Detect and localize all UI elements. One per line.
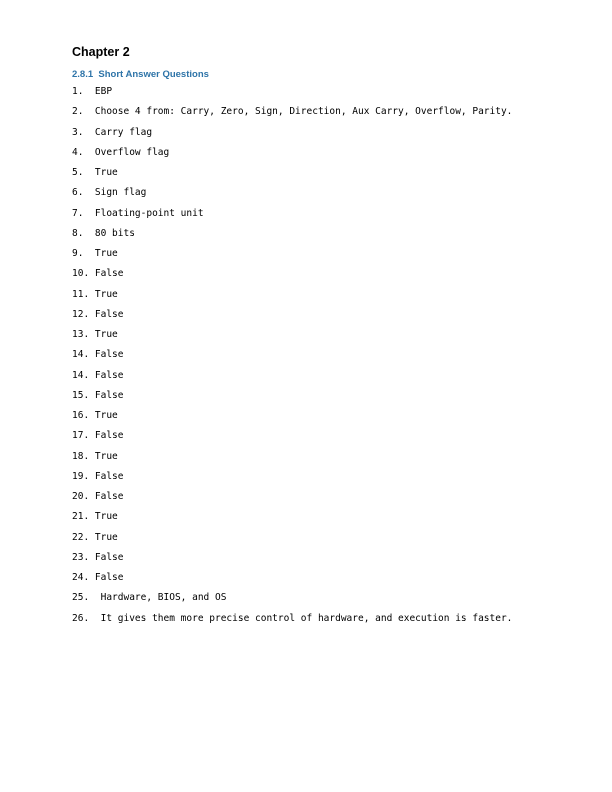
answer-item: 17. False <box>72 430 124 442</box>
answer-item: 26. It gives them more precise control of hardware, and execution is faster. <box>72 612 513 624</box>
answer-item: 3. Carry flag <box>72 126 153 138</box>
answer-item: 23. False <box>72 551 124 563</box>
answer-item: 10. False <box>72 268 124 280</box>
answer-item: 16. True <box>72 410 118 421</box>
answer-item: 7. Floating-point unit <box>72 207 204 219</box>
document-page <box>72 44 542 632</box>
answer-item: 19. False <box>72 470 124 482</box>
chapter-title: Chapter 2 <box>72 45 130 59</box>
answer-item: 5. True <box>72 167 118 178</box>
answer-item: 25. Hardware, BIOS, and OS <box>72 592 227 604</box>
answer-item: 14. False <box>72 349 124 361</box>
answer-item: 9. True <box>72 248 118 259</box>
section-heading: 2.8.1 Short Answer Questions <box>72 69 209 80</box>
answer-item: 4. Overflow flag <box>72 146 170 158</box>
answer-item: 13. True <box>72 329 118 340</box>
answer-item: 14. False <box>72 369 124 381</box>
answer-item: 20. False <box>72 491 124 502</box>
answer-item: 6. Sign flag <box>72 187 147 199</box>
answer-item: 2. Choose 4 from: Carry, Zero, Sign, Direction, Aux Carry, Overflow, Parity. <box>72 106 513 118</box>
answer-item: 24. False <box>72 572 124 583</box>
answer-item: 8. 80 bits <box>72 227 135 239</box>
answer-item: 15. False <box>72 389 124 401</box>
answer-item: 18. True <box>72 450 118 462</box>
answer-item: 1. EBP <box>72 86 113 97</box>
answer-item: 22. True <box>72 531 118 543</box>
answer-item: 11. True <box>72 288 118 300</box>
answer-item: 21. True <box>72 511 118 523</box>
answer-item: 12. False <box>72 308 124 320</box>
answer-list <box>72 85 542 632</box>
